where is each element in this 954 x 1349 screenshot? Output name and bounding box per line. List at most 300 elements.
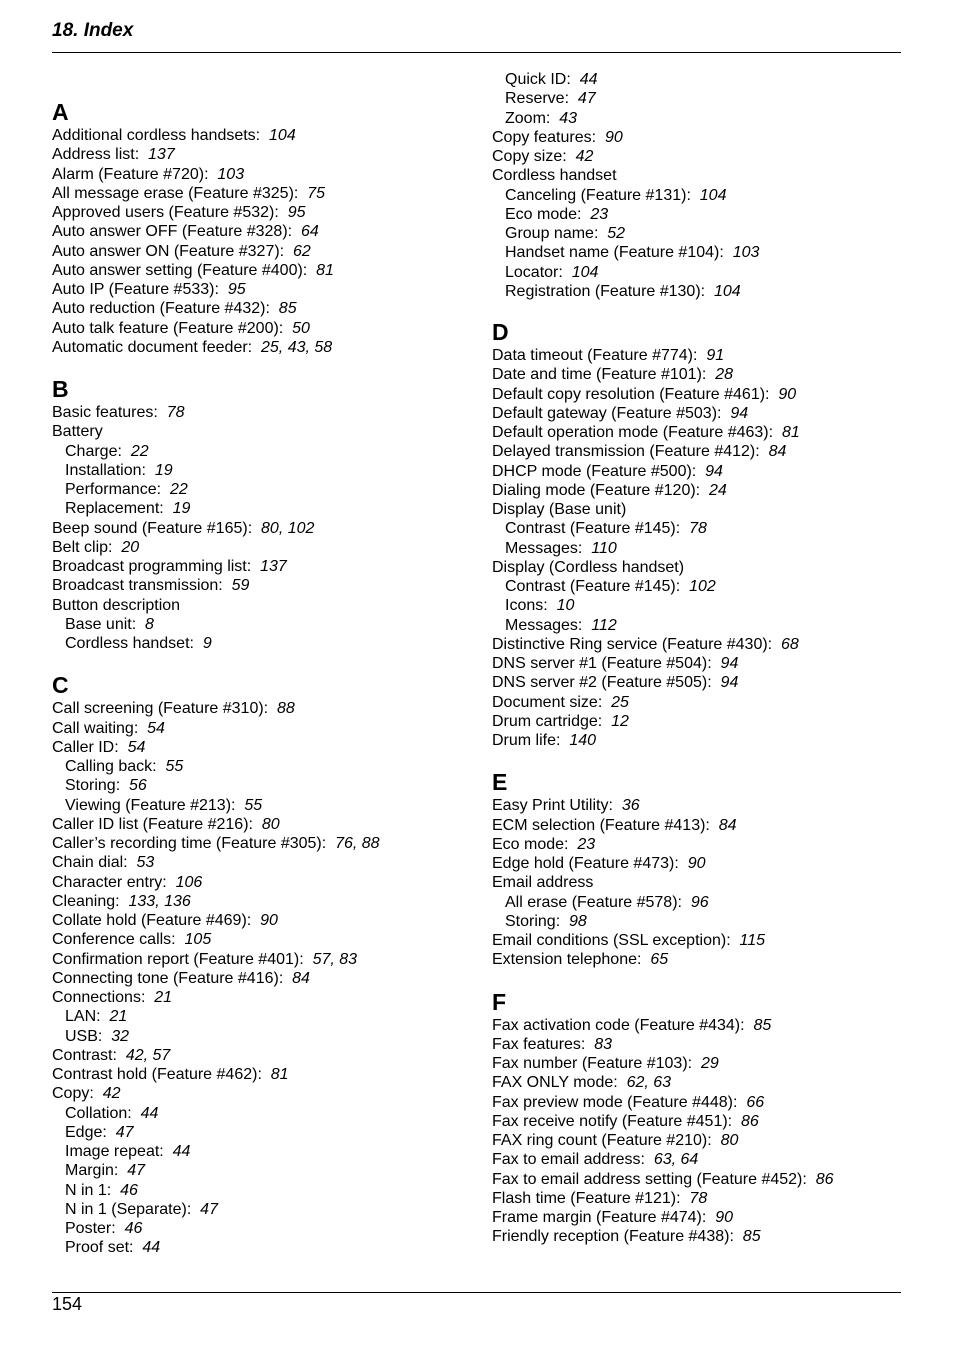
index-subentry	[52, 615, 472, 634]
index-entry	[492, 481, 912, 500]
index-entry	[52, 319, 472, 338]
index-entry	[492, 1150, 912, 1169]
index-entry	[52, 203, 472, 222]
entry-text: Handset name (Feature #104):	[505, 244, 724, 262]
entry-page-numbers: 23	[590, 205, 609, 223]
entry-page-numbers: 55	[165, 758, 184, 775]
entry-page-numbers: 104	[714, 282, 741, 300]
index-entry	[492, 404, 912, 423]
entry-text: Fax preview mode (Feature #448):	[492, 1093, 738, 1111]
index-subentry	[492, 577, 912, 596]
entry-text: Calling back:	[65, 758, 157, 775]
index-subentry	[52, 796, 472, 815]
entry-text: Copy size:	[492, 148, 567, 165]
index-subentry	[52, 1181, 472, 1200]
entry-text: Alarm (Feature #720):	[52, 165, 209, 183]
entry-page-numbers: 54	[147, 719, 165, 737]
entry-page-numbers: 47	[115, 1123, 134, 1141]
entry-page-numbers: 29	[700, 1055, 719, 1072]
index-subentry	[52, 1123, 472, 1142]
section-letter-heading: B	[52, 376, 69, 402]
index-entry	[52, 1046, 472, 1065]
index-entry	[492, 835, 912, 854]
entry-text: Belt clip:	[52, 538, 113, 556]
entry-text: Storing:	[505, 912, 561, 930]
entry-page-numbers: 83	[594, 1035, 613, 1053]
section-letter-heading: F	[492, 988, 507, 1015]
entry-page-numbers: 10	[556, 597, 575, 615]
index-entry	[52, 557, 472, 576]
entry-page-numbers: 25, 43, 58	[261, 338, 333, 356]
footer-rule	[52, 1292, 901, 1293]
entry-page-numbers: 52	[607, 225, 626, 242]
entry-text: Beep sound (Feature #165):	[52, 519, 253, 537]
entry-page-numbers: 104	[269, 127, 296, 144]
index-subentry	[52, 1161, 472, 1180]
index-entry	[52, 519, 472, 538]
entry-page-numbers: 102	[689, 578, 716, 595]
entry-page-numbers: 84	[768, 443, 787, 461]
entry-page-numbers: 112	[591, 616, 617, 634]
index-section	[492, 768, 912, 969]
entry-page-numbers: 23	[577, 835, 596, 853]
entry-text: Contrast (Feature #145):	[505, 520, 681, 538]
index-entry	[52, 422, 472, 441]
index-entry	[52, 338, 472, 357]
index-subentry	[492, 205, 912, 224]
entry-page-numbers: 80	[720, 1132, 739, 1149]
index-entry	[52, 873, 472, 892]
index-entry	[492, 423, 912, 442]
entry-page-numbers: 19	[172, 500, 191, 518]
entry-text: Zoom:	[505, 109, 551, 127]
index-entry	[492, 1016, 912, 1035]
index-subentry	[52, 499, 472, 518]
page-header-title: 18. Index	[52, 20, 134, 41]
index-entry	[492, 346, 912, 365]
entry-text: Installation:	[65, 461, 146, 479]
index-entry	[492, 654, 912, 673]
entry-text: Additional cordless handsets:	[52, 127, 261, 144]
entry-text: Basic features:	[52, 404, 158, 421]
entry-page-numbers: 47	[200, 1200, 218, 1218]
index-subentry	[52, 1238, 472, 1257]
index-entry	[52, 596, 472, 615]
entry-text: Flash time (Feature #121):	[492, 1189, 681, 1207]
index-entry	[492, 731, 912, 750]
entry-text: Distinctive Ring service (Feature #430):	[492, 635, 773, 653]
entry-page-numbers: 85	[742, 1228, 761, 1246]
entry-page-numbers: 47	[577, 90, 596, 108]
entry-page-numbers: 104	[571, 263, 599, 281]
index-entry	[492, 1208, 912, 1227]
entry-text: DHCP mode (Feature #500):	[492, 462, 697, 480]
index-subentry	[52, 757, 472, 776]
index-subentry	[492, 912, 912, 931]
entry-page-numbers: 90	[260, 912, 278, 929]
index-subentry	[52, 1142, 472, 1161]
entry-page-numbers: 42	[102, 1085, 121, 1103]
entry-page-numbers: 76, 88	[335, 835, 380, 852]
entry-text: Friendly reception (Feature #438):	[492, 1228, 734, 1246]
index-entry	[492, 931, 912, 950]
entry-text: Easy Print Utility:	[492, 797, 613, 815]
entry-text: Dialing mode (Feature #120):	[492, 481, 701, 499]
index-entry	[492, 1131, 912, 1150]
entry-text: USB:	[65, 1027, 103, 1045]
index-subentry	[492, 596, 912, 615]
entry-page-numbers: 65	[650, 951, 669, 969]
entry-text: Auto answer OFF (Feature #328):	[52, 223, 293, 241]
index-entry	[492, 712, 912, 731]
index-section	[492, 70, 912, 301]
entry-page-numbers: 50	[292, 319, 310, 337]
entry-text: Date and time (Feature #101):	[492, 366, 707, 384]
entry-page-numbers: 28	[715, 366, 734, 384]
index-subentry	[492, 243, 912, 262]
entry-text: Drum cartridge:	[492, 712, 603, 730]
entry-text: Fax number (Feature #103):	[492, 1055, 693, 1072]
index-entry	[52, 165, 472, 184]
index-entry	[52, 892, 472, 911]
index-entry	[492, 128, 912, 147]
index-entry	[492, 854, 912, 873]
entry-text: Broadcast transmission:	[52, 577, 223, 595]
entry-text: Cleaning:	[52, 892, 120, 910]
index-entry	[492, 673, 912, 692]
index-subentry	[52, 1200, 472, 1219]
index-entry	[492, 1227, 912, 1246]
index-entry	[52, 1065, 472, 1084]
entry-page-numbers: 9	[202, 635, 212, 652]
index-entry	[52, 242, 472, 261]
index-entry	[492, 950, 912, 969]
entry-page-numbers: 55	[244, 796, 263, 814]
entry-text: Display (Base unit)	[492, 501, 627, 518]
entry-page-numbers: 20	[121, 538, 140, 556]
entry-page-numbers: 90	[778, 385, 797, 403]
index-entry	[52, 1084, 472, 1103]
index-section	[52, 98, 472, 357]
entry-page-numbers: 62, 63	[626, 1074, 672, 1092]
entry-page-numbers: 62	[293, 242, 311, 260]
index-subentry	[52, 1219, 472, 1238]
entry-page-numbers: 21	[109, 1008, 128, 1026]
section-letter-heading: A	[52, 99, 69, 125]
entry-text: Automatic document feeder:	[52, 338, 253, 356]
index-entry	[52, 930, 472, 949]
index-entry	[492, 635, 912, 654]
index-section	[492, 318, 912, 750]
entry-page-numbers: 94	[720, 674, 739, 692]
entry-page-numbers: 85	[753, 1016, 772, 1034]
entry-page-numbers: 98	[569, 912, 587, 930]
entry-page-numbers: 19	[154, 461, 173, 479]
entry-text: Group name:	[505, 225, 599, 242]
entry-text: Button description	[52, 596, 181, 614]
entry-page-numbers: 84	[718, 816, 737, 834]
index-section	[52, 671, 472, 1257]
entry-text: Fax to email address setting (Feature #452):	[492, 1170, 807, 1188]
header-rule	[52, 52, 901, 53]
entry-page-numbers: 44	[172, 1143, 191, 1160]
entry-text: Cordless handset:	[65, 635, 194, 652]
index-entry	[492, 1170, 912, 1189]
entry-page-numbers: 104	[699, 186, 727, 204]
entry-text: Margin:	[65, 1162, 119, 1180]
index-subentry	[52, 442, 472, 461]
entry-page-numbers: 64	[301, 223, 319, 241]
entry-page-numbers: 46	[120, 1181, 138, 1199]
entry-text: Registration (Feature #130):	[505, 282, 706, 300]
index-entry	[492, 1093, 912, 1112]
entry-page-numbers: 85	[278, 300, 297, 318]
entry-page-numbers: 106	[175, 873, 203, 891]
entry-text: Collation:	[65, 1104, 132, 1122]
index-entry	[492, 1073, 912, 1092]
index-entry	[52, 988, 472, 1007]
index-subentry	[492, 539, 912, 558]
section-letter-heading: E	[492, 769, 508, 796]
entry-text: Confirmation report (Feature #401):	[52, 950, 304, 968]
entry-text: Performance:	[65, 481, 162, 498]
entry-page-numbers: 96	[690, 893, 709, 911]
entry-text: Call screening (Feature #310):	[52, 700, 269, 718]
entry-page-numbers: 95	[227, 281, 246, 298]
entry-text: Connecting tone (Feature #416):	[52, 969, 284, 987]
index-entry	[52, 538, 472, 557]
index-entry	[52, 719, 472, 738]
entry-page-numbers: 140	[569, 732, 597, 749]
entry-text: Proof set:	[65, 1239, 134, 1257]
entry-text: Base unit:	[65, 615, 137, 633]
index-subentry	[492, 263, 912, 282]
index-entry	[52, 738, 472, 757]
index-entry	[52, 576, 472, 595]
entry-text: Icons:	[505, 597, 548, 615]
entry-text: Quick ID:	[505, 71, 571, 88]
entry-page-numbers: 59	[231, 577, 250, 595]
entry-text: Contrast:	[52, 1046, 117, 1064]
entry-text: DNS server #2 (Feature #505):	[492, 674, 712, 692]
entry-text: Address list:	[52, 146, 140, 164]
entry-page-numbers: 90	[687, 855, 706, 872]
index-entry	[492, 1189, 912, 1208]
entry-page-numbers: 53	[136, 854, 155, 872]
index-entry	[492, 693, 912, 712]
index-section	[492, 988, 912, 1247]
entry-text: DNS server #1 (Feature #504):	[492, 655, 712, 672]
entry-text: Canceling (Feature #131):	[505, 186, 691, 204]
entry-page-numbers: 22	[169, 481, 188, 498]
entry-text: Auto IP (Feature #533):	[52, 281, 219, 298]
index-entry	[52, 699, 472, 718]
index-entry	[492, 500, 912, 519]
entry-text: Poster:	[65, 1220, 116, 1237]
entry-text: Contrast (Feature #145):	[505, 578, 681, 595]
index-subentry	[492, 109, 912, 128]
index-entry	[52, 815, 472, 834]
entry-page-numbers: 66	[746, 1093, 765, 1111]
entry-page-numbers: 81	[270, 1066, 289, 1083]
index-entry	[52, 145, 472, 164]
index-entry	[492, 385, 912, 404]
index-entry	[52, 911, 472, 930]
entry-page-numbers: 80	[261, 815, 280, 833]
index-entry	[52, 969, 472, 988]
index-entry	[492, 873, 912, 892]
entry-text: Caller’s recording time (Feature #305):	[52, 835, 327, 852]
index-entry	[492, 1112, 912, 1131]
entry-text: All message erase (Feature #325):	[52, 184, 299, 202]
index-entry	[492, 442, 912, 461]
index-entry	[52, 126, 472, 145]
entry-text: Copy features:	[492, 128, 597, 146]
entry-page-numbers: 81	[781, 424, 800, 441]
entry-page-numbers: 47	[127, 1162, 146, 1180]
index-entry	[52, 403, 472, 422]
entry-text: Contrast hold (Feature #462):	[52, 1066, 262, 1083]
entry-text: All erase (Feature #578):	[505, 893, 682, 911]
entry-page-numbers: 88	[277, 700, 295, 718]
entry-page-numbers: 90	[604, 128, 623, 146]
index-column-left	[52, 70, 472, 1258]
index-entry	[492, 816, 912, 835]
entry-page-numbers: 110	[591, 539, 617, 557]
index-subentry	[492, 186, 912, 205]
index-subentry	[492, 224, 912, 243]
entry-page-numbers: 95	[287, 204, 306, 221]
index-entry	[492, 558, 912, 577]
entry-text: Eco mode:	[505, 205, 582, 223]
entry-text: Display (Cordless handset)	[492, 558, 685, 576]
entry-text: Document size:	[492, 693, 603, 711]
entry-page-numbers: 81	[316, 261, 334, 279]
entry-text: Image repeat:	[65, 1143, 164, 1160]
entry-page-numbers: 75	[307, 184, 326, 202]
page-number: 154	[52, 1294, 83, 1314]
index-subentry	[492, 893, 912, 912]
entry-text: Drum life:	[492, 732, 561, 749]
entry-text: Character entry:	[52, 873, 167, 891]
entry-page-numbers: 137	[148, 146, 175, 164]
section-letter-heading: C	[52, 672, 69, 699]
entry-text: Auto answer ON (Feature #327):	[52, 242, 285, 260]
entry-text: FAX ONLY mode:	[492, 1074, 618, 1092]
entry-page-numbers: 78	[166, 404, 185, 421]
entry-text: Messages:	[505, 539, 583, 557]
index-section	[52, 375, 472, 653]
entry-text: Delayed transmission (Feature #412):	[492, 443, 760, 461]
index-subentry	[52, 634, 472, 653]
entry-page-numbers: 78	[689, 1189, 708, 1207]
index-entry	[52, 950, 472, 969]
entry-text: Frame margin (Feature #474):	[492, 1209, 707, 1226]
entry-page-numbers: 86	[741, 1112, 759, 1130]
entry-text: Email conditions (SSL exception):	[492, 932, 731, 949]
entry-text: Approved users (Feature #532):	[52, 204, 279, 221]
entry-text: Reserve:	[505, 90, 570, 108]
index-entry	[52, 222, 472, 241]
entry-page-numbers: 105	[184, 931, 212, 949]
entry-text: Viewing (Feature #213):	[65, 796, 236, 814]
index-subentry	[52, 480, 472, 499]
entry-text: Eco mode:	[492, 835, 569, 853]
entry-text: Fax to email address:	[492, 1151, 645, 1169]
entry-page-numbers: 43	[559, 109, 578, 127]
entry-page-numbers: 90	[715, 1209, 733, 1226]
entry-text: FAX ring count (Feature #210):	[492, 1132, 712, 1149]
entry-text: Locator:	[505, 263, 563, 281]
index-subentry	[52, 461, 472, 480]
entry-text: Auto reduction (Feature #432):	[52, 300, 270, 318]
index-entry	[492, 365, 912, 384]
entry-text: Extension telephone:	[492, 951, 642, 969]
entry-page-numbers: 44	[140, 1104, 159, 1122]
entry-page-numbers: 44	[579, 71, 598, 88]
index-subentry	[492, 616, 912, 635]
entry-text: Copy:	[52, 1085, 94, 1103]
entry-page-numbers: 32	[111, 1027, 130, 1045]
entry-text: ECM selection (Feature #413):	[492, 816, 710, 834]
entry-text: Default gateway (Feature #503):	[492, 404, 722, 422]
entry-page-numbers: 84	[292, 969, 310, 987]
entry-text: Edge:	[65, 1123, 107, 1141]
index-entry	[492, 796, 912, 815]
entry-text: Edge hold (Feature #473):	[492, 855, 679, 872]
entry-text: LAN:	[65, 1008, 101, 1026]
entry-text: Data timeout (Feature #774):	[492, 347, 698, 364]
entry-text: Call waiting:	[52, 719, 139, 737]
index-entry	[52, 184, 472, 203]
entry-page-numbers: 12	[611, 712, 629, 730]
entry-text: Chain dial:	[52, 854, 128, 872]
entry-text: Cordless handset	[492, 167, 617, 185]
index-subentry	[492, 282, 912, 301]
entry-page-numbers: 78	[689, 520, 707, 538]
entry-page-numbers: 42	[575, 148, 594, 165]
entry-page-numbers: 80, 102	[261, 519, 315, 537]
entry-text: Caller ID list (Feature #216):	[52, 815, 253, 833]
entry-page-numbers: 25	[611, 693, 629, 711]
entry-text: Replacement:	[65, 500, 164, 518]
entry-text: Auto answer setting (Feature #400):	[52, 261, 308, 279]
entry-text: Fax receive notify (Feature #451):	[492, 1112, 733, 1130]
index-entry	[52, 834, 472, 853]
index-entry	[492, 1035, 912, 1054]
entry-page-numbers: 91	[706, 347, 725, 364]
entry-text: N in 1:	[65, 1181, 112, 1199]
index-entry	[492, 462, 912, 481]
entry-page-numbers: 24	[709, 481, 727, 499]
entry-page-numbers: 86	[815, 1170, 834, 1188]
entry-page-numbers: 103	[732, 244, 760, 262]
index-subentry	[52, 1027, 472, 1046]
entry-page-numbers: 54	[127, 738, 146, 756]
entry-page-numbers: 115	[739, 932, 766, 949]
entry-page-numbers: 137	[260, 558, 287, 575]
index-entry	[492, 147, 912, 166]
entry-page-numbers: 103	[217, 165, 245, 183]
entry-page-numbers: 36	[621, 797, 640, 815]
entry-text: N in 1 (Separate):	[65, 1200, 192, 1218]
entry-text: Default operation mode (Feature #463):	[492, 424, 774, 441]
entry-text: Email address	[492, 874, 594, 892]
entry-text: Battery	[52, 423, 103, 441]
entry-text: Messages:	[505, 616, 583, 634]
index-subentry	[52, 1007, 472, 1026]
index-entry	[52, 280, 472, 299]
